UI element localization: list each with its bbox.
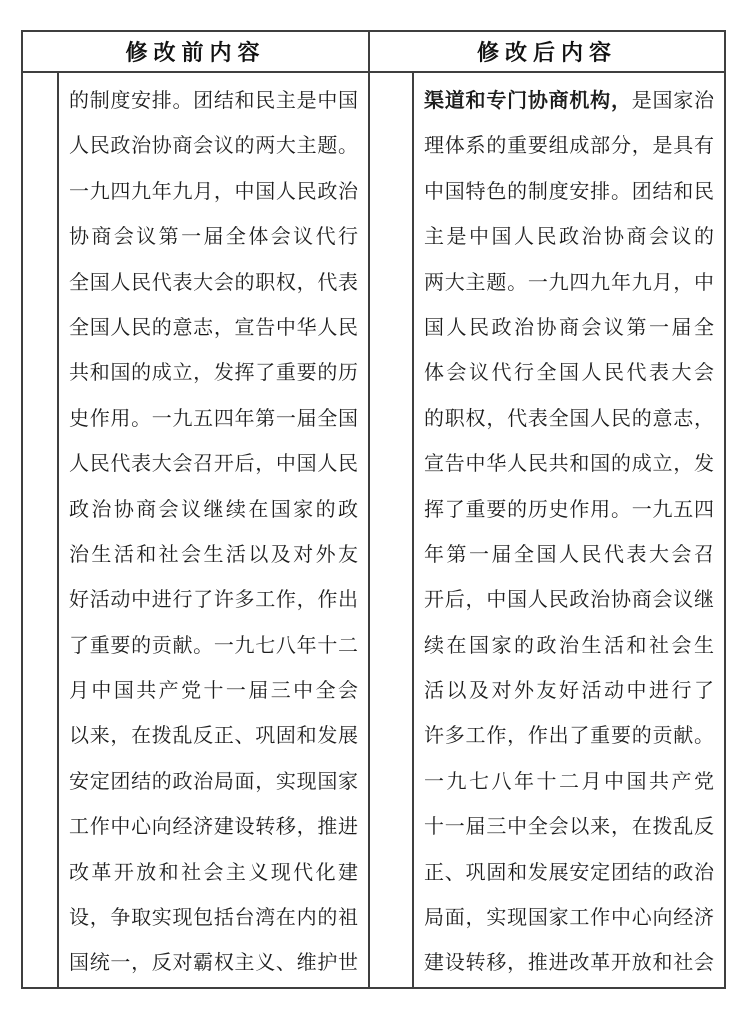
text-line: 年第一届全国人民代表大会召 <box>424 543 715 566</box>
text-line: 全国人民的意志，宣告中华人民 <box>69 316 359 339</box>
before-text-block <box>69 79 358 987</box>
text-line: 宣告中华人民共和国的成立，发 <box>424 453 715 476</box>
text-line: 以来，在拨乱反正、巩固和发展 <box>69 725 359 748</box>
revision-comparison-table <box>21 30 726 989</box>
text-line: 共和国的成立，发挥了重要的历 <box>69 362 359 385</box>
text-line: 一九四九年九月，中国人民政治 <box>69 180 359 203</box>
text-line: 政治协商会议继续在国家的政 <box>69 498 359 521</box>
text-line: 人民政治协商会议的两大主题。 <box>69 135 359 158</box>
after-text-block <box>424 124 714 986</box>
text-line: 挥了重要的历史作用。一九五四 <box>424 498 715 521</box>
text-line: 两大主题。一九四九年九月，中 <box>424 271 715 294</box>
text-line: 十一届三中全会以来，在拨乱反 <box>424 816 715 839</box>
text-line: 工作中心向经济建设转移，推进 <box>69 816 359 839</box>
after-content-cell <box>413 72 725 988</box>
text-line: 中国特色的制度安排。团结和民 <box>424 180 715 203</box>
text-line: 许多工作，作出了重要的贡献。 <box>424 725 715 748</box>
header-after-content: 修改后内容 <box>369 31 725 72</box>
text-line: 人民代表大会召开后，中国人民 <box>69 453 359 476</box>
text-line: 活以及对外友好活动中进行了 <box>424 680 715 703</box>
text-line: 协商会议第一届全体会议代行 <box>69 226 359 249</box>
text-line: 正、巩固和发展安定团结的政治 <box>424 861 715 884</box>
header-before-content: 修改前内容 <box>22 31 369 72</box>
text-line: 开后，中国人民政治协商会议继 <box>424 589 715 612</box>
text-line: 了重要的贡献。一九七八年十二 <box>69 634 359 657</box>
before-content-cell <box>58 72 369 988</box>
before-margin-cell <box>22 72 58 988</box>
text-line: 的制度安排。团结和民主是中国 <box>69 90 359 112</box>
header-row <box>22 31 725 72</box>
text-line: 设，争取实现包括台湾在内的祖 <box>69 907 359 930</box>
text-line: 全国人民代表大会的职权，代表 <box>69 271 359 294</box>
text-line-lead <box>424 79 714 124</box>
text-line: 国统一，反对霸权主义、维护世 <box>69 952 359 975</box>
text-line: 主是中国人民政治协商会议的 <box>424 226 715 249</box>
lead-rest-text: 是国家治 <box>631 90 715 112</box>
content-row <box>22 72 725 988</box>
after-margin-cell <box>369 72 413 988</box>
text-line: 月中国共产党十一届三中全会 <box>69 680 359 703</box>
text-line: 体会议代行全国人民代表大会 <box>424 362 715 385</box>
text-line: 一九七八年十二月中国共产党 <box>424 770 715 793</box>
text-line: 好活动中进行了许多工作，作出 <box>69 589 359 612</box>
text-line: 改革开放和社会主义现代化建 <box>69 861 359 884</box>
text-line: 史作用。一九五四年第一届全国 <box>69 407 359 430</box>
text-line: 安定团结的政治局面，实现国家 <box>69 770 359 793</box>
text-line: 续在国家的政治生活和社会生 <box>424 634 715 657</box>
text-line: 建设转移，推进改革开放和社会 <box>424 952 715 975</box>
text-line: 的职权，代表全国人民的意志， <box>424 407 715 430</box>
text-line: 国人民政治协商会议第一届全 <box>424 316 715 339</box>
text-line: 理体系的重要组成部分，是具有 <box>424 135 715 158</box>
lead-bold-phrase: 渠道和专门协商机构， <box>424 90 632 112</box>
text-line: 局面，实现国家工作中心向经济 <box>424 907 715 930</box>
text-line: 治生活和社会生活以及对外友 <box>69 543 359 566</box>
